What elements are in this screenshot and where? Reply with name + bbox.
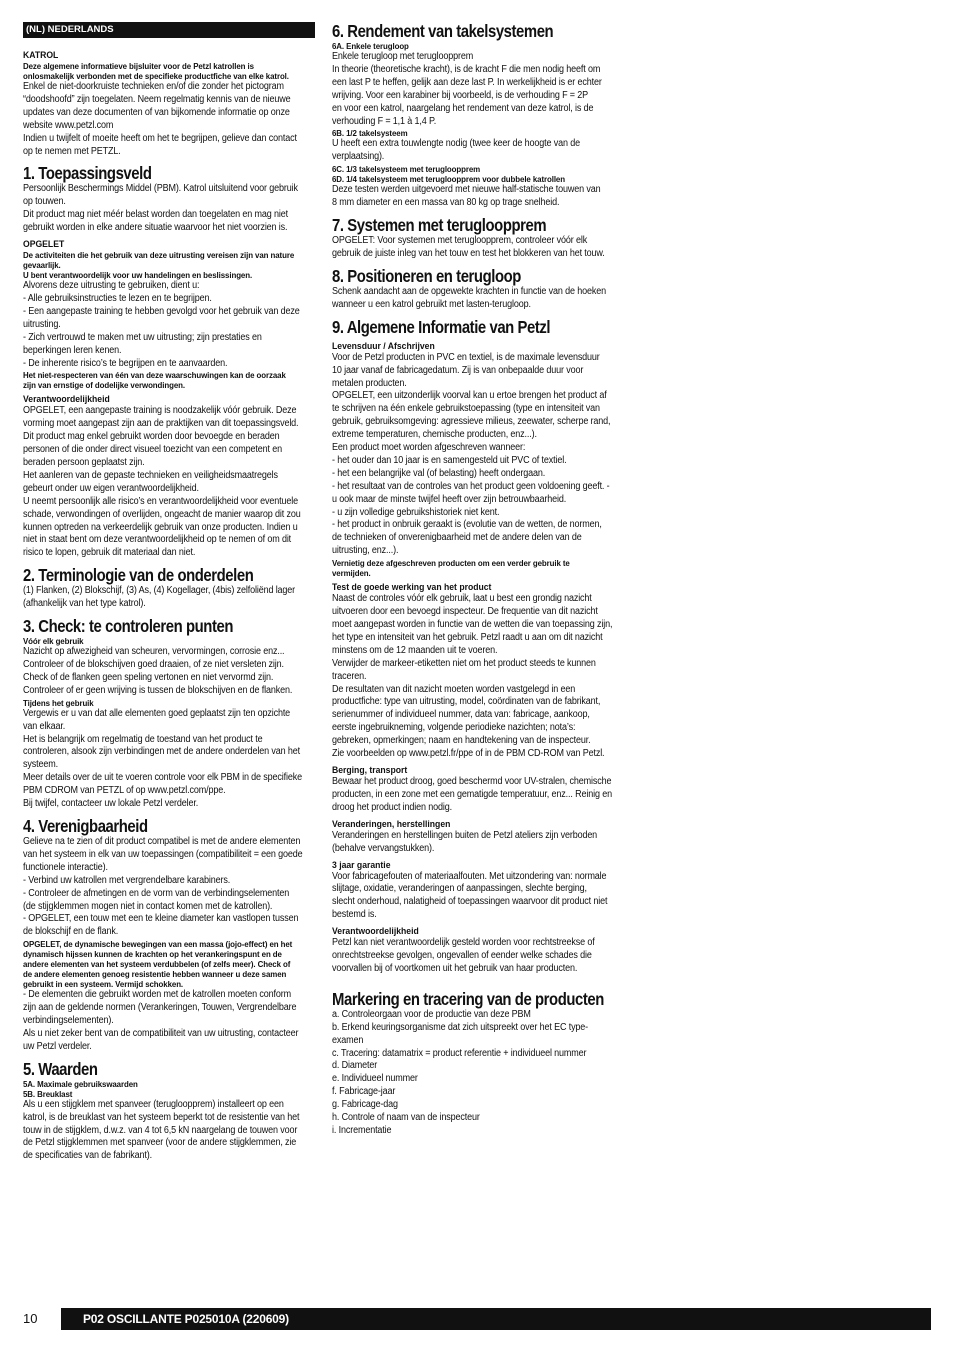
test-text: Naast de controles vóór elk gebruik, laat u best een grondig nazicht uitvoeren door een bevoegd inspecteur. De frequentie van dit nazicht moet aangepast worden in functie van de wetten die van toepassing zijn, het type en intensiteit van het gebruik. Petzl raadt u aan om dit nazicht minstens om de 12 maanden uit te voeren. Verwijder de markeer-etiketten niet om het product steeds te kunnen traceren. De resultaten van dit nazicht moeten worden vastgelegd in een productfiche: type van uitrusting, model, coördinaten van de fabrikant, serienummer of individueel nummer, data van: fabricage, aankoop, eerste ingebruikneming, volgende periodieke nazichten; nota’s: gebreken, opmerkingen; naam en handtekening van de inspecteur. Zie voorbeelden op www.petzl.fr/ppe of in de PBM CD-ROM van Petzl. — [332, 593, 613, 760]
section-8-text: Schenk aandacht aan de opgewekte krachten in functie van de hoeken wanneer u een katrol gebruikt met lasten-terugloop. — [332, 285, 607, 310]
section-3-text-during: Vergewis er u van dat alle elementen goed geplaatst zijn ten opzichte van elkaar. Het is belangrijk om regelmatig de toestand van het product te controleren, alsook zijn verbindingen met de andere onderdelen van het systeem. Meer details over de uit te voeren controle voor elk PBM in de specifieke PBM CDROM van PETZL of op www.petzl.com/ppe. Bij twijfel, contacteer uw lokale Petzl verdeler. — [23, 707, 303, 810]
section-4-text-2: - De elementen die gebruikt worden met de katrollen moeten conform zijn aan de geldende normen (Verankeringen, Touwen, Vergrendelbare verbindingselementen). Als u niet zeker bent van de compatibiliteit van uw uitrusting, contacteer uw Petzl verdeler. — [23, 989, 299, 1052]
veranderingen-text: Veranderingen en herstellingen buiten de Petzl ateliers zijn verboden (behalve vervangstukken). — [332, 829, 598, 854]
section-markering-text: a. Controleorgaan voor de productie van deze PBM b. Erkend keuringsorganisme dat zich uitspreekt over het EC type- examen c. Tracering: datamatrix = product referentie + individueel nummer d. Diameter e. Individueel nummer f. Fabricage-jaar g. Fabricage-dag h. Controle of naam van de inspecteur i. Incrementatie — [332, 1008, 589, 1136]
intro-text: Enkel de niet-doorkruiste technieken en/of die zonder het pictogram “doodshoofd” zijn toegelaten. Neem regelmatig kennis van de nieuwe updates van deze documenten of van bijkomende informatie op onze website www.petzl.com Indien u twijfelt of moeite heeft om het te begrijpen, gelieve dan contact op te nemen met PETZL. — [23, 81, 297, 157]
verantwoordelijkheid-title: Verantwoordelijkheid — [23, 393, 110, 405]
opgelet-text: Alvorens deze uitrusting te gebruiken, dient u: - Alle gebruiksinstructies te lezen en te begrijpen. - Een aangepaste training te hebben gevolgd voor het gebruik van deze uitrusting. - Zich vertrouwd te maken met uw uitrusting; zijn prestaties en beperkingen leren kenen. - De inherente risico’s te begrijpen en te aanvaarden. — [23, 280, 300, 369]
berging-title: Berging, transport — [332, 763, 408, 775]
verantwoordelijkheid-text: OPGELET, een aangepaste training is noodzakelijk vóór gebruik. Deze vorming moet aangepast zijn aan de praktijken van dit toepassingsveld. Dit product mag enkel gebruikt worden door bevoegde en beraden personen of die onder direct visueel toezicht van een competent en beraden persoon geplaatst zijn. Het aanleren van de gepaste technieken en veiligheidsmaatregels gebeurt onder uw eigen verantwoordelijkheid. U neemt persoonlijk alle risico’s en verantwoordelijkheid voor eventuele schade, verwondingen of overlijden, ongeacht de manier waarop dit zou kunnen optreden na verkeerdelijk gebruik van onze producten. Indien u niet in staat bent om deze verantwoordelijkheid op te nemen of om dit risico te lopen, gebruik dit materiaal dan niet. — [23, 405, 301, 559]
section-3-sub-during: Tijdens het gebruik — [23, 697, 94, 708]
verantwoordelijkheid-petzl-text: Petzl kan niet verantwoordelijk gesteld worden voor rechtstreekse of onrechtstreekse gevolgen, ongevallen of eender welke schades die voorvallen bij of voortkomen uit het gebruik van haar producten. — [332, 937, 595, 974]
document-reference: P02 OSCILLANTE P025010A (220609) — [61, 1308, 931, 1330]
test-title: Test de goede werking van het product — [332, 581, 492, 593]
section-7-text: OPGELET: Voor systemen met terugloopprem, controleer vóór elk gebruik de juiste inleg van het touw en test het blokkeren van het touw. — [332, 235, 605, 259]
section-4-warning: OPGELET, de dynamische bewegingen van een massa (jojo-effect) en het dynamisch hijssen kunnen de krachten op het verankeringspunt en de andere elementen van het systeem verdubbelen (of zelfs meer). Check of de andere elementen genoeg resistentie hebben wanneer u deze samen gebruikt in een systeem. Vermijd schokken. — [23, 939, 293, 990]
page-number: 10 — [23, 1311, 38, 1326]
berging-text: Bewaar het product droog, goed beschermd voor UV-stralen, chemische producten, in een zone met een gematigde temperatuur, enz... Reinig en droog het product indien nodig. — [332, 775, 612, 813]
section-5-text: Als u een stijgklem met spanveer (terugloopprem) installeert op een katrol, is de breuklast van het systeem beperkt tot de resistentie van het touw in de stijgklem, d.w.z. van 4 tot 6,5 kN naargelang de touwen voor de Petzl stijgklemmen met spanveer (voor de andere stijgklemmen, zie de specificaties van de fabrikant). — [23, 1098, 300, 1162]
opgelet-bold: De activiteiten die het gebruik van deze uitrusting vereisen zijn van nature gevaarlijk. U bent verantwoordelijk voor uw handelingen en beslissingen. — [23, 250, 295, 281]
section-6b-text: U heeft een extra touwlengte nodig (twee keer de hoogte van de verplaatsing). — [332, 138, 580, 163]
left-column — [23, 22, 315, 1163]
levensduur-warning: Vernietig deze afgeschreven producten om een verder gebruik te vermijden. — [332, 558, 570, 579]
section-markering-title: Markering en tracering van de producten — [332, 988, 604, 1009]
verantwoordelijkheid-petzl-title: Verantwoordelijkheid — [332, 925, 419, 937]
section-1-title: 1. Toepassingsveld — [23, 163, 152, 184]
section-2-text: (1) Flanken, (2) Blokschijf, (3) As, (4) Kogellager, (4bis) zelfoliënd lager (afhankelijk van het type katrol). — [23, 585, 296, 610]
katrol-title: KATROL — [23, 49, 59, 60]
section-3-sub-before: Vóór elk gebruik — [23, 636, 84, 647]
section-2-title: 2. Terminologie van de onderdelen — [23, 565, 254, 586]
section-3-text-before: Nazicht op afwezigheid van scheuren, vervormingen, corrosie enz... Controleer of de blokschijven goed draaien, of ze niet versleten zijn. Check of de flanken geen speling vertonen en niet vervormd zijn. Controleer of er geen wrijving is tussen de blokschijven en de flanken. — [23, 646, 293, 696]
intro-bold: Deze algemene informatieve bijsluiter voor de Petzl katrollen is onlosmakelijk verbonden met de specifieke productfiche van elke katrol. — [23, 61, 289, 81]
section-8-title: 8. Positioneren en terugloop — [332, 265, 521, 286]
section-4-text: Gelieve na te zien of dit product compatibel is met de andere elementen van het systeem in elk van uw toepassingen (compatibiliteit = een goede functionele interactie). - Verbind uw katrollen met vergrendelbare karabiners. - Controleer de afmetingen en de vorm van de verbindingselementen (de stijgklemmen mogen niet in contact komen met de katrollen). - OPGELET, een touw met een te kleine diameter kan vastlopen tussen de blokschijf en de flank. — [23, 835, 303, 938]
levensduur-text: Voor de Petzl producten in PVC en textiel, is de maximale levensduur 10 jaar vanaf de fabricagedatum. Zij is van onbepaalde duur voor metalen producten. OPGELET, een uitzonderlijk voorval kan u ertoe brengen het product af te schrijven na één enkele gebruikstoepassing (type en intensiteit van gebruik, gebruiksomgeving: agressieve milieus, zeewater, scherpe rand, extreme temperaturen, chemische producten, enz...). Een product moet worden afgeschreven wanneer: - het ouder dan 10 jaar is en samengesteld uit PVC of textiel. - het een belangrijke val (of belasting) heeft ondergaan. - het resultaat van de controles van het product geen voldoening geeft. - u ook maar de minste twijfel heeft over zijn betrouwbaarheid. - u zijn volledige gebruikshistoriek niet kent. - het product in onbruik geraakt is (evolutie van de wetten, de normen, de technieken of onverenigbaarheid met de andere delen van de uitrusting, enz...). — [332, 351, 611, 557]
garantie-text: Voor fabricagefouten of materiaalfouten. Met uitzondering van: normale slijtage, oxidatie, veranderingen of aanpassingen, slechte berging, slecht onderhoud, nalatigheid of toepassingen waarvoor dit product niet bestemd is. — [332, 870, 608, 921]
section-7-title: 7. Systemen met terugloopprem — [332, 215, 547, 236]
section-4-title: 4. Verenigbaarheid — [23, 815, 148, 836]
section-6cd-sub: 6C. 1/3 takelsysteem met terugloopprem 6D. 1/4 takelsysteem met terugloopprem voor dubbele katrollen — [332, 164, 565, 185]
garantie-title: 3 jaar garantie — [332, 858, 391, 870]
section-6b-sub: 6B. 1/2 takelsysteem — [332, 128, 408, 139]
section-6a-text: Enkele terugloop met terugloopprem In theorie (theoretische kracht), is de kracht F die men nodig heeft om een last P te heffen, gelijk aan deze last P. In werkelijkheid is er echter wrijving. Voor een karabiner bij voorbeeld, is de verhouding F = 2P en voor een katrol, naargelang het rendement van deze katrol, is de verhouding F = 1,1 à 1,4 P. — [332, 51, 602, 127]
section-6cd-text: Deze testen werden uitgevoerd met nieuwe half-statische touwen van 8 mm diameter en een massa van 80 kg op trage snelheid. — [332, 184, 601, 209]
opgelet-warning: Het niet-respecteren van één van deze waarschuwingen kan de oorzaak zijn van ernstige of dodelijke verwondingen. — [23, 370, 286, 391]
levensduur-title: Levensduur / Afschrijven — [332, 339, 435, 351]
section-5-sub: 5A. Maximale gebruikswaarden 5B. Breuklast — [23, 1078, 138, 1099]
section-3-title: 3. Check: te controleren punten — [23, 616, 233, 637]
section-6a-sub: 6A. Enkele terugloop — [332, 41, 409, 51]
section-6-title: 6. Rendement van takelsystemen — [332, 21, 554, 41]
opgelet-title: OPGELET — [23, 238, 65, 250]
section-1-text: Persoonlijk Beschermings Middel (PBM). Katrol uitsluitend voor gebruik op touwen. Dit product mag niet méér belast worden dan toegelaten en mag niet gebruikt worden in elke andere situatie waarvoor het niet voorzien is. — [23, 183, 298, 234]
right-column — [332, 22, 624, 1138]
page-footer — [23, 1308, 931, 1330]
veranderingen-title: Veranderingen, herstellingen — [332, 817, 451, 829]
language-header: (NL) NEDERLANDS — [23, 22, 315, 38]
section-9-title: 9. Algemene Informatie van Petzl — [332, 316, 551, 337]
section-5-title: 5. Waarden — [23, 1058, 98, 1079]
